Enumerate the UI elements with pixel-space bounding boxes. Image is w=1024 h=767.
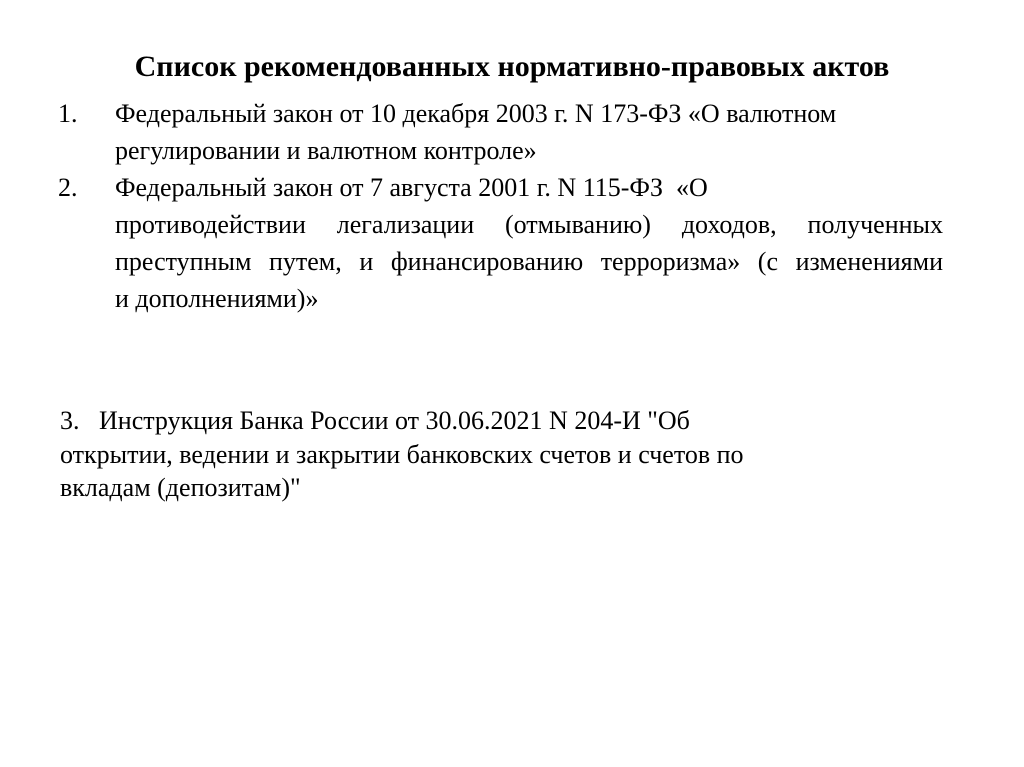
list-item-1-line-1: Федеральный закон от 10 декабря 2003 г. N 173-ФЗ «О валютном: [115, 99, 837, 128]
legal-acts-numbered-list: [58, 95, 943, 317]
list-item-2-line-4: и дополнениями)»: [115, 284, 319, 313]
list-item-1-number: 1.: [58, 99, 78, 128]
paragraph-3-line-2: открытии, ведении и закрытии банковских счетов и счетов по: [60, 439, 744, 469]
list-item-1: [58, 95, 943, 169]
list-item-2: [58, 169, 943, 317]
list-item-2-line-3: преступным путем, и финансированию терроризма» (с изменениями: [115, 247, 943, 276]
list-item-2-line-2: противодействии легализации (отмыванию) доходов, полученных: [115, 210, 943, 239]
list-item-2-number: 2.: [58, 173, 78, 202]
list-item-1-line-2: регулировании и валютном контроле»: [115, 136, 537, 165]
slide-title: Список рекомендованных нормативно-правовых актов: [134, 50, 890, 83]
list-item-1-text: [115, 95, 943, 169]
list-item-2-line-1: Федеральный закон от 7 августа 2001 г. N 115-ФЗ «О: [115, 173, 708, 202]
legal-act-3-paragraph: [60, 404, 860, 505]
paragraph-3-line-3: вкладам (депозитам)": [60, 473, 301, 502]
paragraph-3-line-1: 3. Инструкция Банка России от 30.06.2021 N 204-И "Об: [60, 406, 690, 435]
list-item-2-text: [115, 169, 943, 317]
